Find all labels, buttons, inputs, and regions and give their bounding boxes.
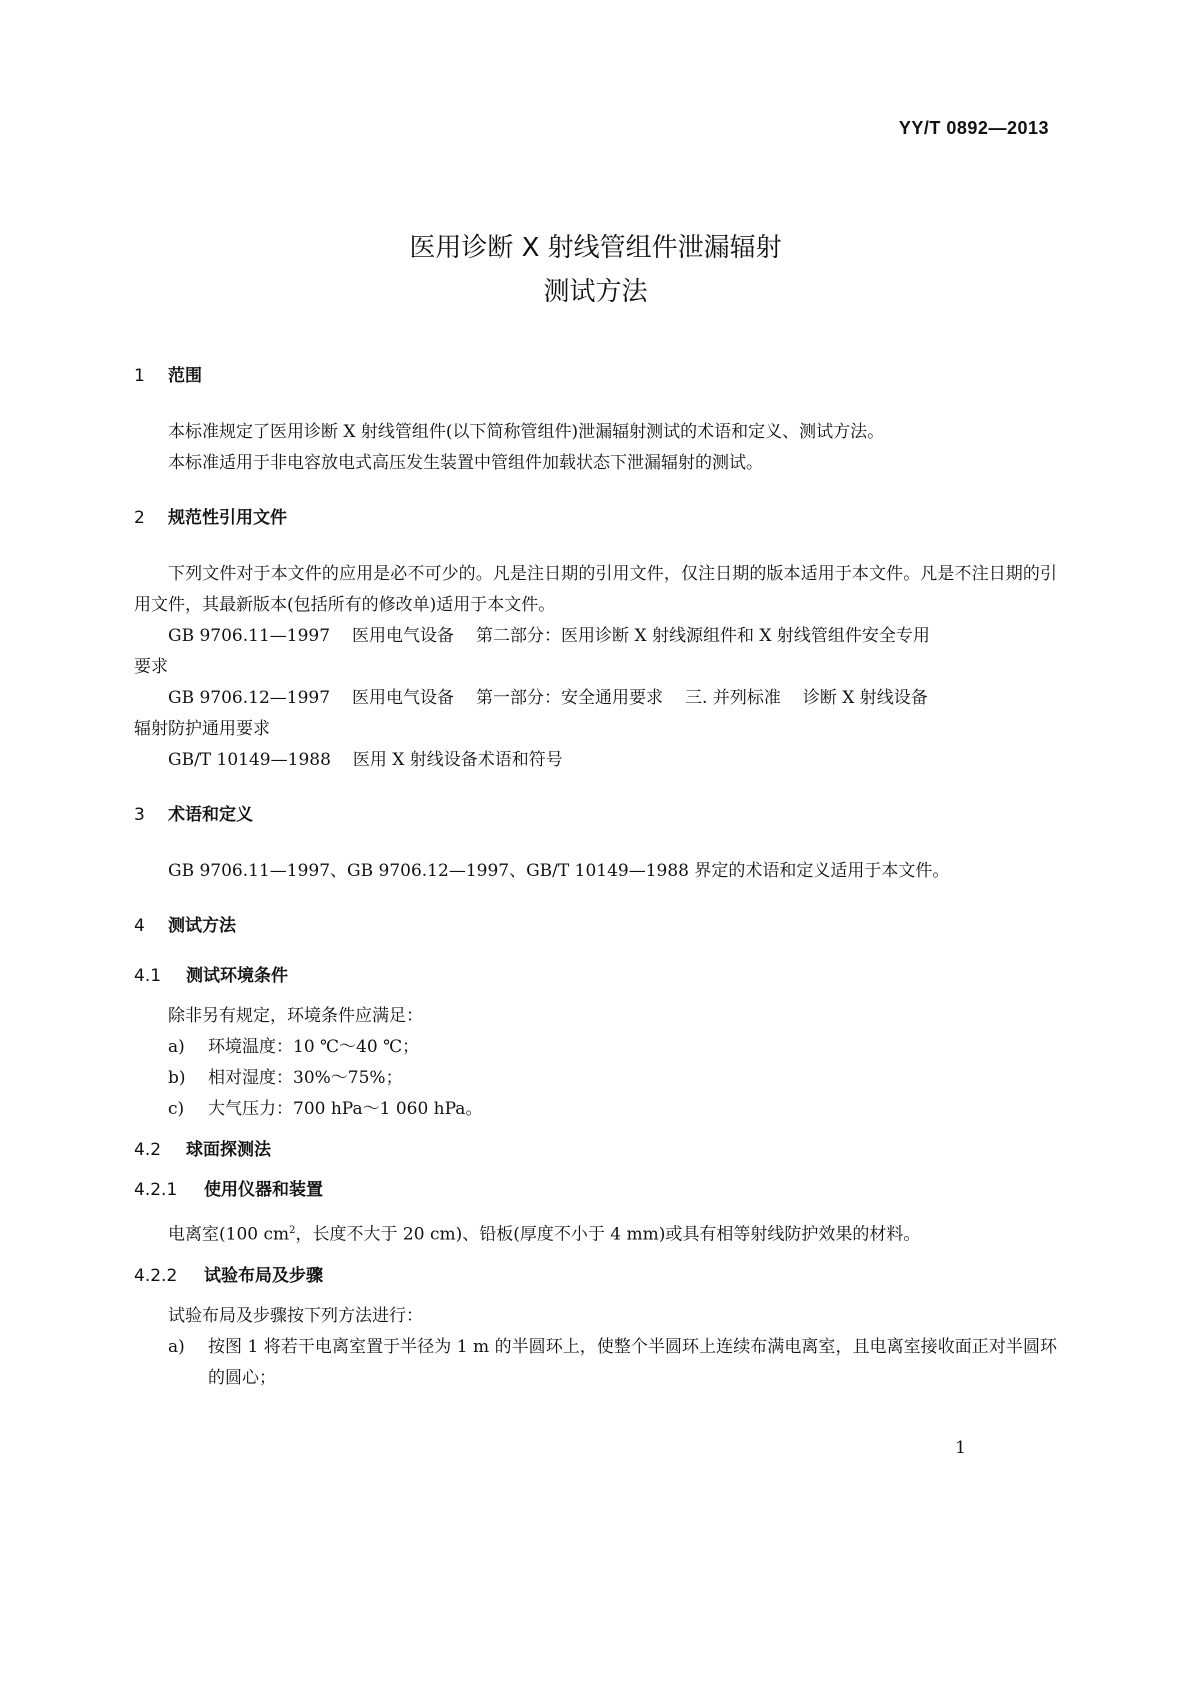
list-label: a) — [168, 1336, 185, 1357]
reference-item — [134, 683, 1057, 745]
section-4-1-heading — [134, 965, 1057, 987]
section-4-2-1-heading — [134, 1179, 1057, 1201]
terms-paragraph: GB 9706.11—1997、GB 9706.12—1997、GB/T 10149—1988 界定的术语和定义适用于本文件。 — [168, 861, 950, 881]
reference-line — [134, 683, 1057, 714]
reference-continuation: 要求 — [134, 657, 168, 677]
list-item — [134, 1094, 1057, 1125]
reference-item — [134, 745, 1057, 776]
list-label: a) — [168, 1037, 185, 1057]
section-4-heading — [134, 915, 1057, 937]
section-title: 范围 — [168, 366, 202, 386]
list-item — [134, 1032, 1057, 1063]
title-line-2: 测试方法 — [543, 277, 648, 307]
section-4-2-heading — [134, 1139, 1057, 1161]
list-label: c) — [168, 1099, 185, 1119]
list-text: 相对湿度：30%～75%； — [208, 1068, 403, 1088]
section-title: 规范性引用文件 — [168, 508, 287, 528]
section-1-heading — [134, 365, 1057, 387]
list-text: 环境温度：10 ℃～40 ℃； — [208, 1037, 420, 1057]
reference-line — [134, 745, 1057, 776]
reference-title: 三. 并列标准 — [685, 688, 781, 708]
section-title: 使用仪器和装置 — [204, 1180, 323, 1200]
section-title: 测试环境条件 — [186, 966, 288, 986]
list-item — [134, 1063, 1057, 1094]
title-line-1: 医用诊断 X 射线管组件泄漏辐射 — [409, 233, 782, 263]
reference-item — [134, 621, 1057, 683]
standard-code: YY/T 0892—2013 — [898, 118, 1049, 138]
conditions-intro: 除非另有规定，环境条件应满足： — [168, 1006, 423, 1026]
section-number: 4.1 — [134, 966, 162, 986]
reference-continuation: 辐射防护通用要求 — [134, 719, 270, 739]
section-number: 3 — [134, 805, 145, 825]
reference-code: GB 9706.11—1997 — [168, 626, 331, 646]
reference-code: GB/T 10149—1988 — [168, 750, 331, 770]
superscript-2: 2 — [289, 1225, 296, 1236]
procedure-intro: 试验布局及步骤按下列方法进行： — [168, 1305, 423, 1326]
instruments-text: 电离室(100 cm — [168, 1224, 290, 1245]
reference-title: 诊断 X 射线设备 — [802, 688, 928, 708]
instruments-text: ，长度不大于 20 cm)、铅板(厚度不小于 4 mm)或具有相等射线防护效果的材料。 — [295, 1224, 921, 1245]
instruments-paragraph — [134, 1215, 1057, 1251]
list-label: b) — [168, 1068, 186, 1088]
reference-title: 第一部分：安全通用要求 — [476, 688, 664, 708]
reference-title: 医用 X 射线设备术语和符号 — [352, 750, 563, 770]
page-number: 1 — [955, 1438, 966, 1458]
section-title: 球面探测法 — [186, 1140, 271, 1160]
section-2-heading — [134, 507, 1057, 529]
references-intro: 下列文件对于本文件的应用是必不可少的。凡是注日期的引用文件，仅注日期的版本适用于本文件。凡是不注日期的引用文件，其最新版本(包括所有的修改单)适用于本文件。 — [134, 564, 1057, 615]
list-text: 按图 1 将若干电离室置于半径为 1 m 的半圆环上，使整个半圆环上连续布满电离室，且电离室接收面正对半圆环的圆心； — [208, 1336, 1057, 1388]
section-title: 试验布局及步骤 — [204, 1265, 323, 1286]
scope-paragraph: 本标准规定了医用诊断 X 射线管组件(以下简称管组件)泄漏辐射测试的术语和定义、测试方法。 — [168, 422, 885, 442]
section-3-heading — [134, 804, 1057, 826]
reference-title: 医用电气设备 — [352, 688, 455, 708]
section-number: 4.2 — [134, 1140, 162, 1160]
section-title: 术语和定义 — [168, 805, 253, 825]
section-number: 2 — [134, 508, 145, 528]
section-number: 4.2.1 — [134, 1180, 178, 1200]
reference-title: 医用电气设备 — [352, 626, 455, 646]
document-body — [134, 365, 1057, 1394]
reference-title: 第二部分：医用诊断 X 射线源组件和 X 射线管组件安全专用 — [476, 626, 930, 646]
section-number: 4.2.2 — [134, 1265, 178, 1286]
list-text: 大气压力：700 hPa～1 060 hPa。 — [208, 1099, 483, 1119]
section-title: 测试方法 — [168, 916, 236, 936]
document-title — [0, 226, 1191, 314]
section-number: 4 — [134, 916, 145, 936]
section-number: 1 — [134, 366, 145, 386]
section-4-2-2-heading — [134, 1265, 1057, 1287]
reference-line — [134, 621, 1057, 652]
reference-code: GB 9706.12—1997 — [168, 688, 331, 708]
scope-paragraph: 本标准适用于非电容放电式高压发生装置中管组件加载状态下泄漏辐射的测试。 — [168, 453, 763, 473]
list-item — [134, 1332, 1057, 1394]
